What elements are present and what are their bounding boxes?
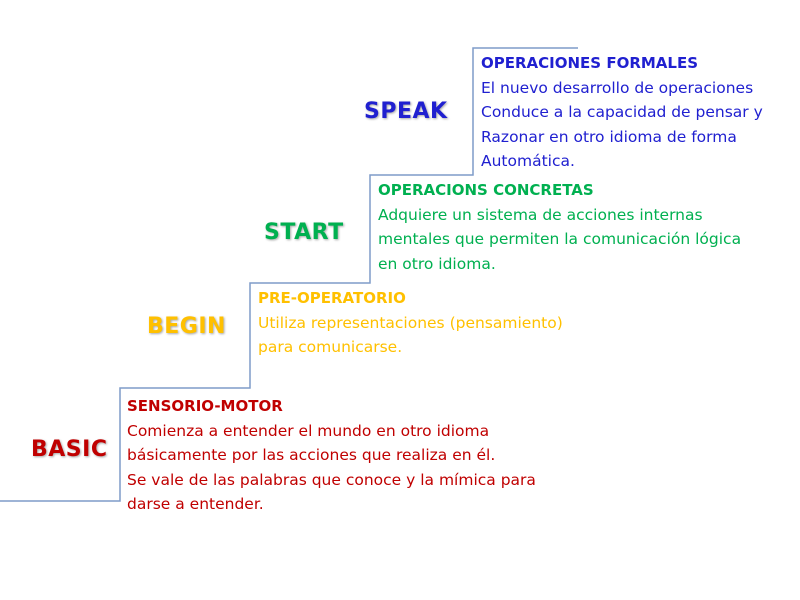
- description-line: darse a entender.: [127, 495, 264, 513]
- stage-description-operaciones-formales: [481, 51, 763, 174]
- description-line: básicamente por las acciones que realiza en él.: [127, 446, 496, 464]
- stage-title-pre-operatorio: PRE-OPERATORIO: [258, 289, 406, 307]
- description-line: Razonar en otro idioma de forma: [481, 127, 737, 146]
- description-line: Comienza a entender el mundo en otro idioma: [127, 421, 490, 440]
- stage-title-operaciones-formales: OPERACIONES FORMALES: [481, 54, 699, 72]
- level-name-begin: BEGIN: [147, 314, 226, 339]
- description-line: Automática.: [481, 152, 575, 170]
- description-line: Adquiere un sistema de acciones internas: [378, 205, 703, 224]
- description-line: mentales que permiten la comunicación lógica: [378, 230, 742, 248]
- description-line: Conduce a la capacidad de pensar y: [481, 103, 763, 121]
- level-name-basic: BASIC: [31, 437, 108, 462]
- stage-title-sensorio-motor: SENSORIO-MOTOR: [127, 397, 283, 415]
- description-line: El nuevo desarrollo de operaciones: [481, 78, 754, 97]
- stage-title-operacions-concretas: OPERACIONS CONCRETAS: [378, 181, 594, 199]
- level-name-speak: SPEAK: [364, 99, 448, 124]
- description-line: Utiliza representaciones (pensamiento): [258, 313, 563, 332]
- level-name-start: START: [264, 220, 344, 245]
- stage-description-operacions-concretas: [378, 178, 741, 276]
- stage-description-pre-operatorio: [258, 286, 563, 360]
- stage-description-sensorio-motor: [127, 394, 536, 517]
- description-line: en otro idioma.: [378, 254, 496, 273]
- description-line: Se vale de las palabras que conoce y la mímica para: [127, 470, 536, 489]
- description-line: para comunicarse.: [258, 338, 403, 356]
